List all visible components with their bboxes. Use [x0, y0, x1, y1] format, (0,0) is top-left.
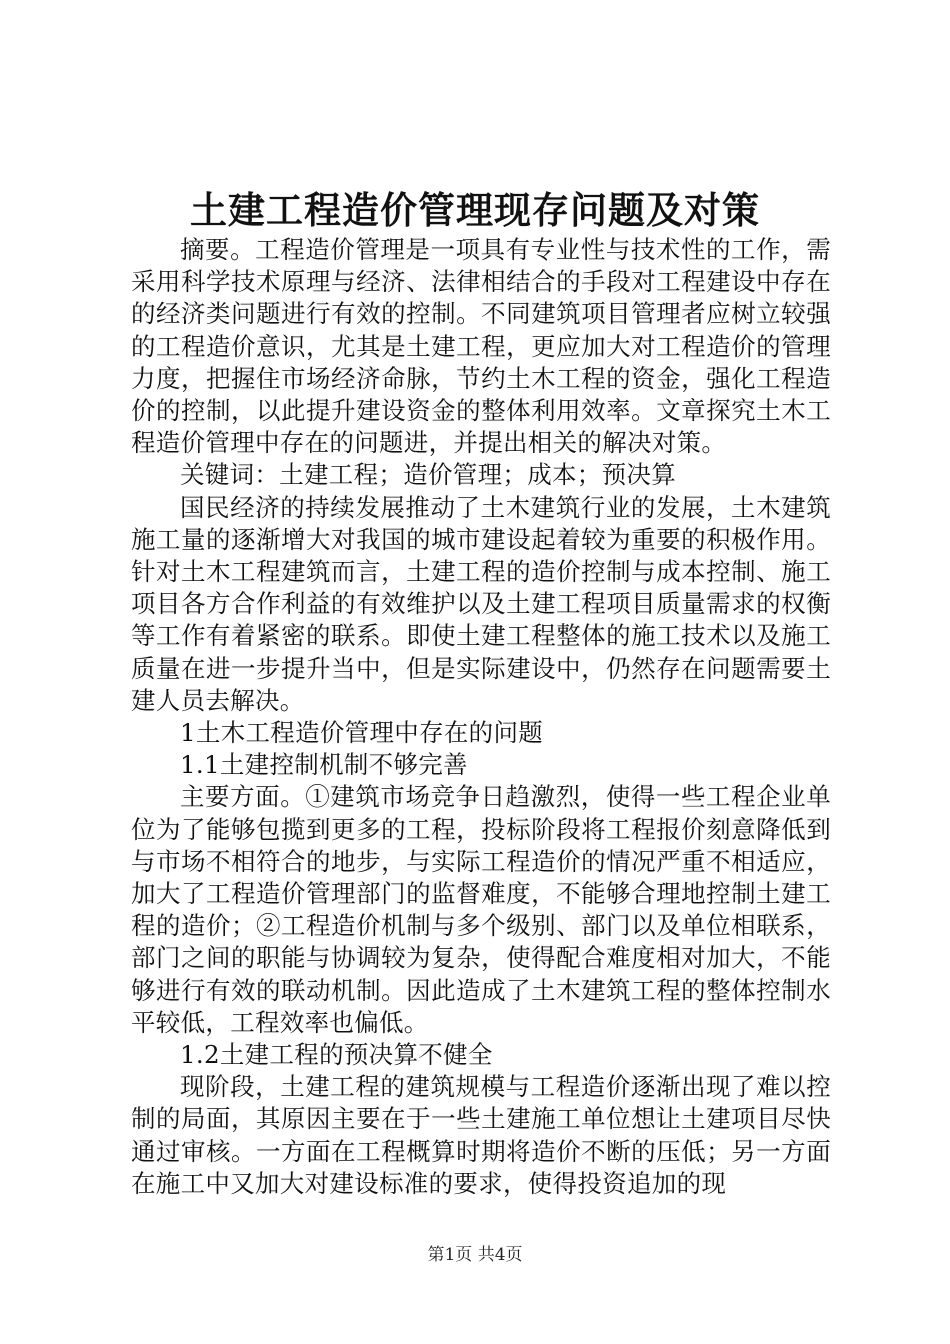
intro-paragraph: 国民经济的持续发展推动了土木建筑行业的发展，土木建筑施工量的逐渐增大对我国的城市建设起着较为重要的积极作用。针对土木工程建筑而言，土建工程的造价控制与成本控制、施工项目各方合作利益的有效维护以及土建工程项目质量需求的权衡等工作有着紧密的联系。即使土建工程整体的施工技术以及施工质量在进一步提升当中，但是实际建设中，仍然存在问题需要土建人员去解决。: [131, 492, 831, 715]
abstract-paragraph: 摘要。工程造价管理是一项具有专业性与技术性的工作，需采用科学技术原理与经济、法律相结合的手段对工程建设中存在的经济类问题进行有效的控制。不同建筑项目管理者应树立较强的工程造价意识，尤其是土建工程，更应加大对工程造价的管理力度，把握住市场经济命脉，节约土木工程的资金，强化工程造价的控制，以此提升建设资金的整体利用效率。文章探究土木工程造价管理中存在的问题进，并提出相关的解决对策。: [131, 235, 831, 458]
page-footer: 第1页 共4页: [427, 1245, 523, 1265]
document-title: 土建工程造价管理现存问题及对策: [190, 188, 760, 232]
subsection-heading-1-1: 1.1土建控制机制不够完善: [180, 750, 468, 780]
section-1-1-paragraph: 主要方面。①建筑市场竞争日趋激烈，使得一些工程企业单位为了能够包揽到更多的工程，投标阶段将工程报价刻意降低到与市场不相符合的地步，与实际工程造价的情况严重不相适应，加大了工程造价管理部门的监督难度，不能够合理地控制土建工程的造价；②工程造价机制与多个级别、部门以及单位相联系，部门之间的职能与协调较为复杂，使得配合难度相对加大，不能够进行有效的联动机制。因此造成了土木建筑工程的整体控制水平较低，工程效率也偏低。: [131, 782, 831, 1037]
subsection-heading-1-2: 1.2土建工程的预决算不健全: [180, 1040, 493, 1070]
section-1-2-paragraph: 现阶段，土建工程的建筑规模与工程造价逐渐出现了难以控制的局面，其原因主要在于一些土建施工单位想让土建项目尽快通过审核。一方面在工程概算时期将造价不断的压低；另一方面在施工中又加大对建设标准的要求，使得投资追加的现: [131, 1072, 831, 1198]
document-body: [131, 234, 831, 1200]
section-heading-1: 1土木工程造价管理中存在的问题: [180, 718, 544, 748]
keywords-paragraph: 关键词：土建工程；造价管理；成本；预决算: [180, 460, 676, 490]
